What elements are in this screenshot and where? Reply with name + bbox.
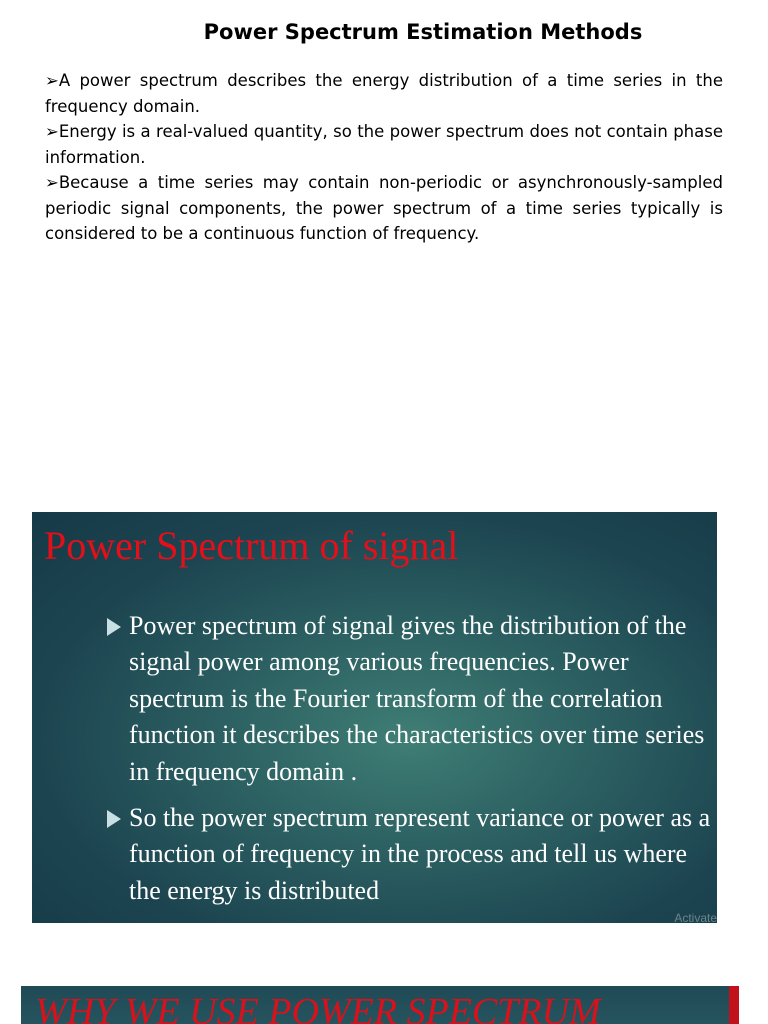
slide-title: WHY WE USE POWER SPECTRUM xyxy=(35,991,601,1024)
slide-edge-accent xyxy=(729,986,739,1024)
bullet-item xyxy=(45,119,723,170)
slide-title: Power Spectrum of signal xyxy=(44,523,459,568)
triangle-bullet-icon xyxy=(107,618,121,636)
page-title: Power Spectrum Estimation Methods xyxy=(203,20,643,44)
arrow-bullet-icon: ➢ xyxy=(45,173,59,192)
slide-bullet-list xyxy=(107,608,712,919)
triangle-bullet-icon xyxy=(107,810,121,828)
arrow-bullet-icon: ➢ xyxy=(45,122,59,141)
bullet-text: Because a time series may contain non-periodic or asynchronously-sampled periodic signal components, the power spectrum of a time series typically is considered to be a continuous function of frequency. xyxy=(45,173,723,243)
bullet-item xyxy=(45,170,723,247)
slide-bullet-item xyxy=(107,800,712,909)
slide-bullet-text: Power spectrum of signal gives the distribution of the signal power among various frequencies. Power spectrum is the Fourier transform of the correlation function it describes the characteristics over time series in frequency domain . xyxy=(129,611,705,786)
slide-bullet-text: So the power spectrum represent variance or power as a function of frequency in the process and tell us where the energy is distributed xyxy=(129,803,711,905)
slide-why-we-use-power-spectrum xyxy=(21,986,739,1024)
bullet-list xyxy=(45,68,723,247)
slide-bullet-item xyxy=(107,608,712,790)
arrow-bullet-icon: ➢ xyxy=(45,71,59,90)
bullet-item xyxy=(45,68,723,119)
bullet-text: A power spectrum describes the energy distribution of a time series in the frequency domain. xyxy=(45,71,723,116)
slide-power-spectrum-of-signal xyxy=(32,512,717,923)
activation-watermark: Activate xyxy=(674,911,717,923)
bullet-text: Energy is a real-valued quantity, so the power spectrum does not contain phase information. xyxy=(45,122,723,167)
